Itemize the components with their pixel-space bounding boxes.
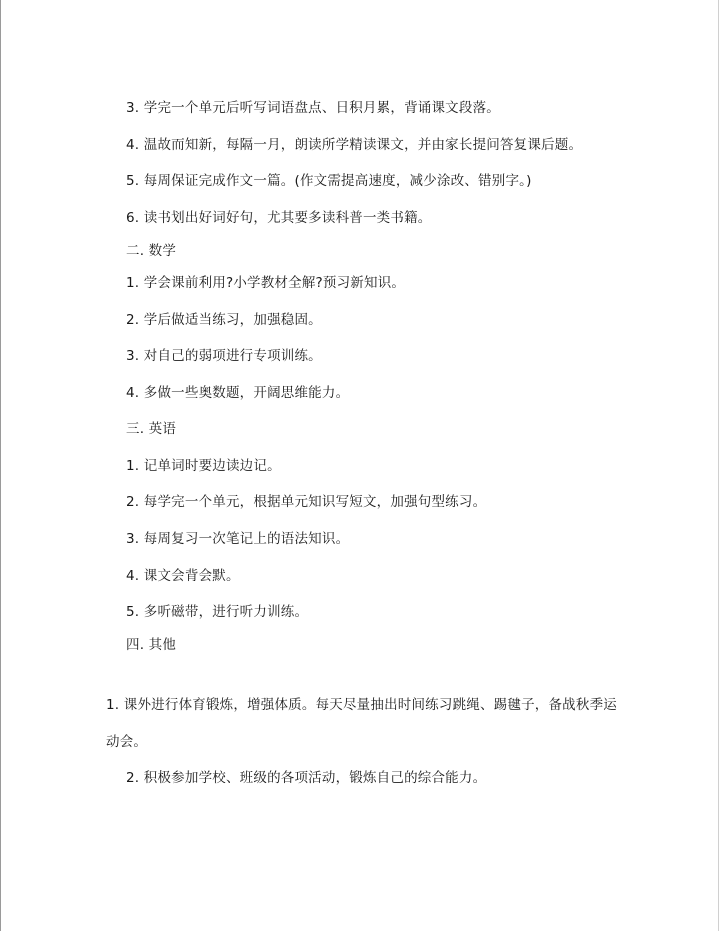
english-heading: 三. 英语 [126,421,177,437]
chinese-item-6: 6. 读书划出好词好句，尤其要多读科普一类书籍。 [126,210,432,226]
english-item-3: 3. 每周复习一次笔记上的语法知识。 [126,531,350,547]
chinese-item-5: 5. 每周保证完成作文一篇。(作文需提高速度，减少涂改、错别字。) [126,173,532,189]
chinese-item-4: 4. 温故而知新，每隔一月，朗读所学精读课文，并由家长提问答复课后题。 [126,137,583,153]
other-item-2: 2. 积极参加学校、班级的各项活动，锻炼自己的综合能力。 [126,770,487,786]
math-item-1: 1. 学会课前利用?小学教材全解?预习新知识。 [126,275,406,291]
english-item-2: 2. 每学完一个单元，根据单元知识写短文，加强句型练习。 [126,494,487,510]
math-item-2: 2. 学后做适当练习，加强稳固。 [126,312,322,328]
english-item-1: 1. 记单词时要边读边记。 [126,458,281,474]
other-item-1-line-1: 1. 课外进行体育锻炼，增强体质。每天尽量抽出时间练习跳绳、踢毽子，备战秋季运 [106,697,617,713]
other-heading: 四. 其他 [126,637,177,653]
english-item-4: 4. 课文会背会默。 [126,568,240,584]
math-item-4: 4. 多做一些奥数题，开阔思维能力。 [126,385,350,401]
math-heading: 二. 数学 [126,243,177,259]
english-item-5: 5. 多听磁带，进行听力训练。 [126,604,309,620]
math-item-3: 3. 对自己的弱项进行专项训练。 [126,348,322,364]
chinese-item-3: 3. 学完一个单元后听写词语盘点、日积月累，背诵课文段落。 [126,100,500,116]
other-item-1-line-2: 动会。 [106,734,148,750]
